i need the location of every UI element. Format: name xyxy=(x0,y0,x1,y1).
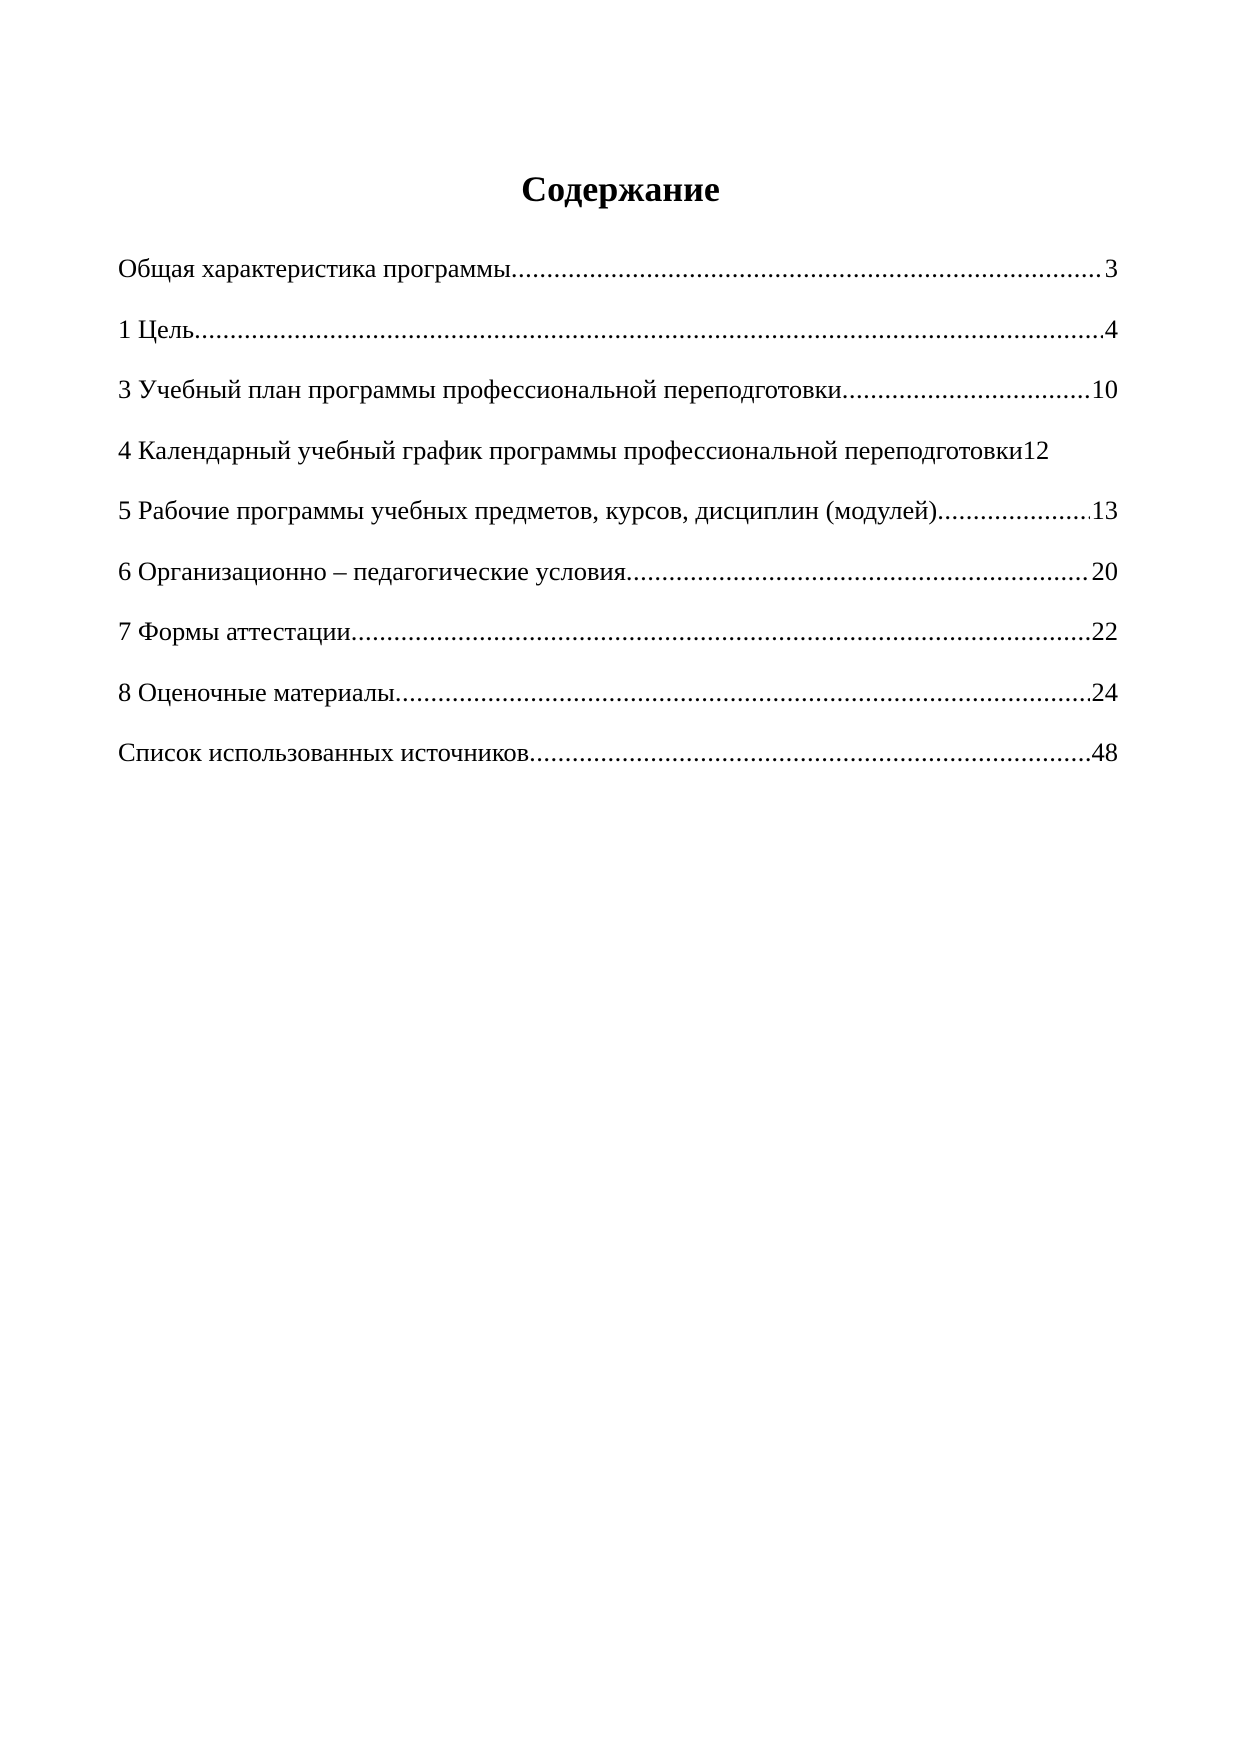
toc-dot-leader xyxy=(194,311,1103,347)
toc-entry[interactable] xyxy=(118,613,1118,674)
toc-dot-leader xyxy=(842,371,1090,407)
toc-entry[interactable] xyxy=(118,734,1118,795)
toc-page-number: 10 xyxy=(1091,374,1118,404)
toc-dot-leader xyxy=(937,492,1089,528)
toc-entry-text: Список использованных источников xyxy=(118,737,530,767)
toc-entry-text: 3 Учебный план программы профессиональной переподготовки xyxy=(118,374,842,404)
toc-dot-leader xyxy=(529,734,1089,770)
toc-entry-text: 1 Цель xyxy=(118,313,195,344)
toc-entry[interactable] xyxy=(118,371,1118,432)
toc-dot-leader xyxy=(511,250,1103,286)
toc-entry-text: 4 Календарный учебный график программы профессиональной переподготовки xyxy=(118,434,1023,465)
toc-entry[interactable] xyxy=(118,674,1118,735)
toc-dot-leader xyxy=(351,613,1090,649)
toc-page-number: 13 xyxy=(1091,495,1118,525)
toc-page-number: 3 xyxy=(1104,253,1118,283)
toc-entry[interactable] xyxy=(118,250,1118,311)
toc-page-number: 24 xyxy=(1091,676,1118,707)
toc-entry-text: 7 Формы аттестации xyxy=(118,616,351,646)
toc-page-number: 22 xyxy=(1091,616,1118,646)
toc-entry-text: 5 Рабочие программы учебных предметов, курсов, дисциплин (модулей) xyxy=(118,495,938,525)
toc-entry[interactable] xyxy=(118,311,1118,372)
toc-page-number: 12 xyxy=(1022,434,1050,465)
toc-entry[interactable] xyxy=(118,492,1118,553)
toc-entry[interactable] xyxy=(118,553,1118,614)
toc-entry[interactable] xyxy=(118,432,1118,493)
toc-page-number: 20 xyxy=(1091,555,1118,586)
table-of-contents xyxy=(118,250,1118,795)
toc-page-number: 48 xyxy=(1091,737,1118,767)
toc-entry-text: 8 Оценочные материалы xyxy=(118,676,395,707)
toc-entry-text: 6 Организационно – педагогические условия xyxy=(118,555,626,586)
toc-entry-text: Общая характеристика программы xyxy=(118,253,511,283)
toc-page-number: 4 xyxy=(1104,313,1118,344)
toc-dot-leader xyxy=(395,674,1090,710)
toc-dot-leader xyxy=(626,553,1090,589)
page-title: Содержание xyxy=(521,169,720,209)
